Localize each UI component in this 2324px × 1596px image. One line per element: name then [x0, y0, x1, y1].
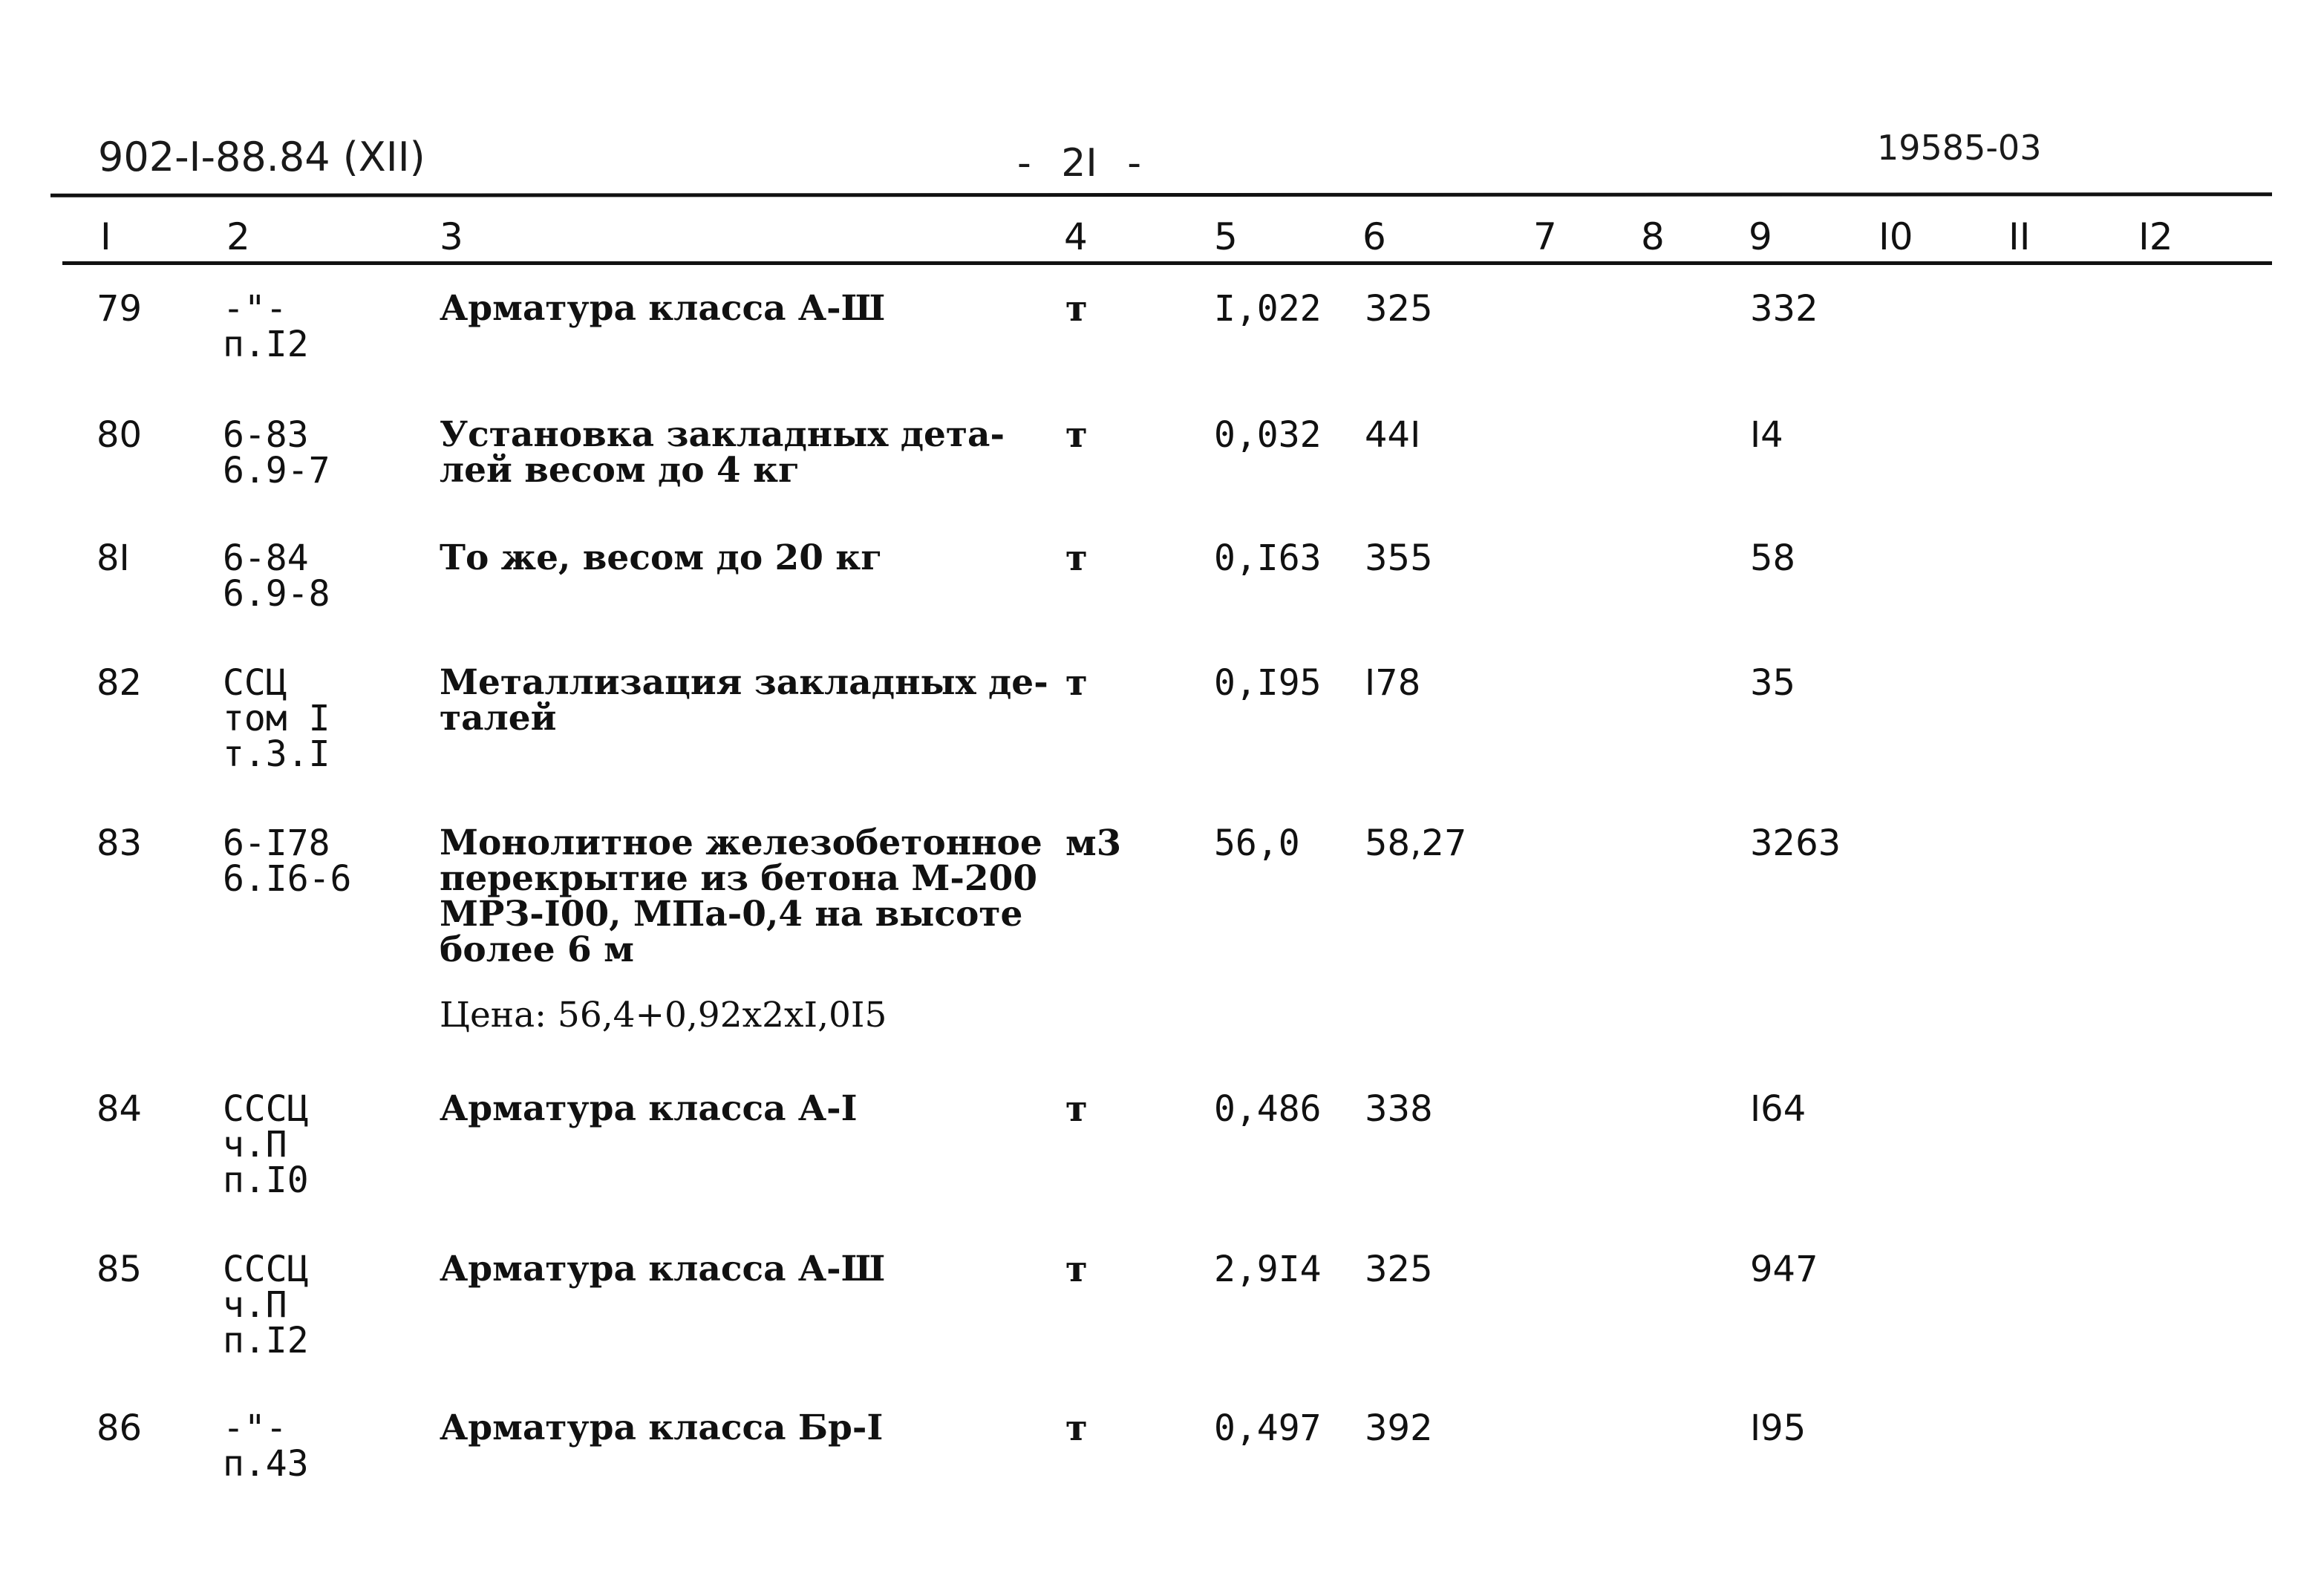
- total-cost: 947: [1750, 1249, 1818, 1290]
- work-description: [440, 414, 1005, 491]
- column-number: 2: [226, 215, 250, 258]
- unit: м3: [1065, 822, 1122, 864]
- reference-line: ч.П: [223, 1284, 287, 1326]
- reference-line: 6-83: [223, 414, 309, 456]
- reference-line: -"-: [223, 288, 287, 330]
- column-number: I2: [2138, 215, 2173, 258]
- description-line: перекрытие из бетона М-200: [440, 858, 1038, 899]
- column-number: 6: [1362, 215, 1386, 258]
- work-description: [440, 1249, 886, 1289]
- work-description: [440, 1088, 858, 1129]
- column-number: 4: [1064, 215, 1088, 258]
- column-number: 7: [1533, 215, 1557, 258]
- description-line: более 6 м: [440, 929, 634, 970]
- reference-line: ССЦ: [223, 662, 287, 704]
- quantity: 0,I63: [1214, 537, 1322, 579]
- reference-line: СССЦ: [223, 1088, 309, 1130]
- unit-price: 325: [1365, 1249, 1433, 1290]
- row-number: 8I: [97, 537, 130, 579]
- column-number: 3: [440, 215, 463, 258]
- norm-reference: [223, 1249, 309, 1361]
- unit-price: 392: [1365, 1407, 1433, 1449]
- total-cost: 3263: [1750, 822, 1841, 864]
- work-description: [440, 822, 1042, 1036]
- description-line: Установка закладных дета-: [440, 414, 1005, 455]
- unit: т: [1065, 414, 1088, 456]
- unit-price: 338: [1365, 1088, 1433, 1130]
- reference-line: СССЦ: [223, 1249, 309, 1290]
- row-number: 84: [97, 1088, 143, 1130]
- reference-line: п.I2: [223, 324, 309, 365]
- description-line: Арматура класса А-Ш: [440, 1249, 886, 1289]
- description-line: То же, весом до 20 кг: [440, 537, 883, 578]
- reference-line: 6.I6-6: [223, 858, 352, 900]
- norm-reference: [223, 537, 330, 615]
- unit-price: I78: [1365, 662, 1421, 704]
- quantity: 0,497: [1214, 1407, 1322, 1449]
- row-number: 79: [97, 288, 143, 330]
- unit: т: [1065, 662, 1088, 704]
- header-rule-top: [50, 192, 2272, 197]
- header-rule-bottom: [62, 261, 2272, 265]
- unit-price: 325: [1365, 288, 1433, 330]
- reference-line: п.I0: [223, 1160, 309, 1201]
- total-cost: I4: [1750, 414, 1783, 456]
- row-number: 80: [97, 414, 143, 456]
- description-line: Металлизация закладных де-: [440, 662, 1048, 703]
- price-note: Цена: 56,4+0,92x2xI,0I5: [440, 995, 887, 1036]
- reference-line: 6.9-7: [223, 450, 330, 491]
- norm-reference: [223, 822, 352, 900]
- quantity: 56,0: [1214, 822, 1300, 864]
- quantity: 2,9I4: [1214, 1249, 1322, 1290]
- unit-price: 355: [1365, 537, 1433, 579]
- total-cost: I64: [1750, 1088, 1806, 1130]
- description-line: МРЗ-I00, МПа-0,4 на высоте: [440, 894, 1023, 935]
- column-number: 9: [1749, 215, 1772, 258]
- norm-reference: [223, 288, 309, 365]
- row-number: 86: [97, 1407, 143, 1449]
- description-line: талей: [440, 698, 557, 739]
- document-code: 902-I-88.84 (XII): [98, 134, 425, 180]
- norm-reference: [223, 414, 330, 491]
- reference-line: 6-84: [223, 537, 309, 579]
- total-cost: I95: [1750, 1407, 1806, 1449]
- reference-line: -"-: [223, 1407, 287, 1449]
- column-number: 8: [1641, 215, 1665, 258]
- reference-line: 6-I78: [223, 822, 330, 864]
- column-number: 5: [1214, 215, 1238, 258]
- description-line: Арматура класса А-I: [440, 1088, 858, 1129]
- unit-price: 58,27: [1365, 822, 1467, 864]
- norm-reference: [223, 662, 330, 775]
- reference-line: 6.9-8: [223, 573, 330, 615]
- document-number: 19585-03: [1877, 128, 2042, 168]
- norm-reference: [223, 1088, 309, 1201]
- column-number: I: [100, 215, 111, 258]
- total-cost: 58: [1750, 537, 1796, 579]
- reference-line: том I: [223, 698, 330, 739]
- description-line: Арматура класса А-Ш: [440, 288, 886, 329]
- row-number: 82: [97, 662, 143, 704]
- unit: т: [1065, 1407, 1088, 1449]
- total-cost: 35: [1750, 662, 1796, 704]
- norm-reference: [223, 1407, 309, 1485]
- description-line: лей весом до 4 кг: [440, 450, 800, 491]
- unit: т: [1065, 537, 1088, 579]
- work-description: [440, 537, 883, 578]
- description-line: Монолитное железобетонное: [440, 822, 1042, 863]
- quantity: 0,032: [1214, 414, 1322, 456]
- reference-line: п.43: [223, 1443, 309, 1485]
- column-number: II: [2008, 215, 2031, 258]
- reference-line: п.I2: [223, 1320, 309, 1361]
- row-number: 83: [97, 822, 143, 864]
- unit-price: 44I: [1365, 414, 1421, 456]
- reference-line: т.3.I: [223, 733, 330, 775]
- quantity: 0,486: [1214, 1088, 1322, 1130]
- unit: т: [1065, 1088, 1088, 1130]
- quantity: I,022: [1214, 288, 1322, 330]
- reference-line: ч.П: [223, 1124, 287, 1165]
- row-number: 85: [97, 1249, 143, 1290]
- unit: т: [1065, 288, 1088, 330]
- total-cost: 332: [1750, 288, 1818, 330]
- work-description: [440, 288, 886, 329]
- work-description: [440, 662, 1048, 739]
- column-number: I0: [1879, 215, 1913, 258]
- unit: т: [1065, 1249, 1088, 1290]
- work-description: [440, 1407, 884, 1448]
- quantity: 0,I95: [1214, 662, 1322, 704]
- description-line: Арматура класса Бр-I: [440, 1407, 884, 1448]
- page-number: - 2I -: [1017, 141, 1142, 186]
